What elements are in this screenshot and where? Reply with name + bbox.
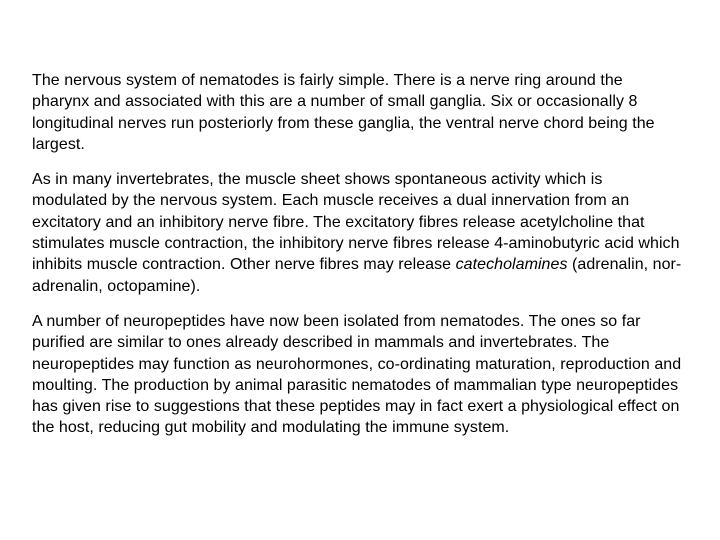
paragraph-muscle-innervation [32, 169, 682, 297]
paragraph-text-start: As in many invertebrates, the muscle sheet shows spontaneous activity which is modulated by the nervous system. Each muscle receives a dual innervation from an excitatory and an inhibitory nerve fibre. The excitatory fibres release acetylcholine that stimulates muscle contraction, the inhibitory nerve fibres release 4-aminobutyric acid which inhibits muscle contraction. Other nerve fibres may release [32, 171, 680, 274]
catecholamines-term: catecholamines [455, 256, 568, 274]
paragraph-neuropeptides: A number of neuropeptides have now been isolated from nematodes. The ones so far purified are similar to ones already described in mammals and invertebrates. The neuropeptides may function as neurohormones, co-ordinating maturation, reproduction and moulting. The production by animal parasitic nematodes of mammalian type neuropeptides has given rise to suggestions that these peptides may in fact exert a physiological effect on the host, reducing gut mobility and modulating the immune system. [32, 312, 682, 437]
body-text [32, 70, 682, 453]
paragraph-nervous-system: The nervous system of nematodes is fairly simple. There is a nerve ring around the pharynx and associated with this are a number of small ganglia. Six or occasionally 8 longitudinal nerves run posteriorly from these ganglia, the ventral nerve chord being the largest. [32, 72, 655, 153]
paragraph-text-end: (adrenalin, nor-adrenalin, octopamine). [32, 256, 682, 295]
